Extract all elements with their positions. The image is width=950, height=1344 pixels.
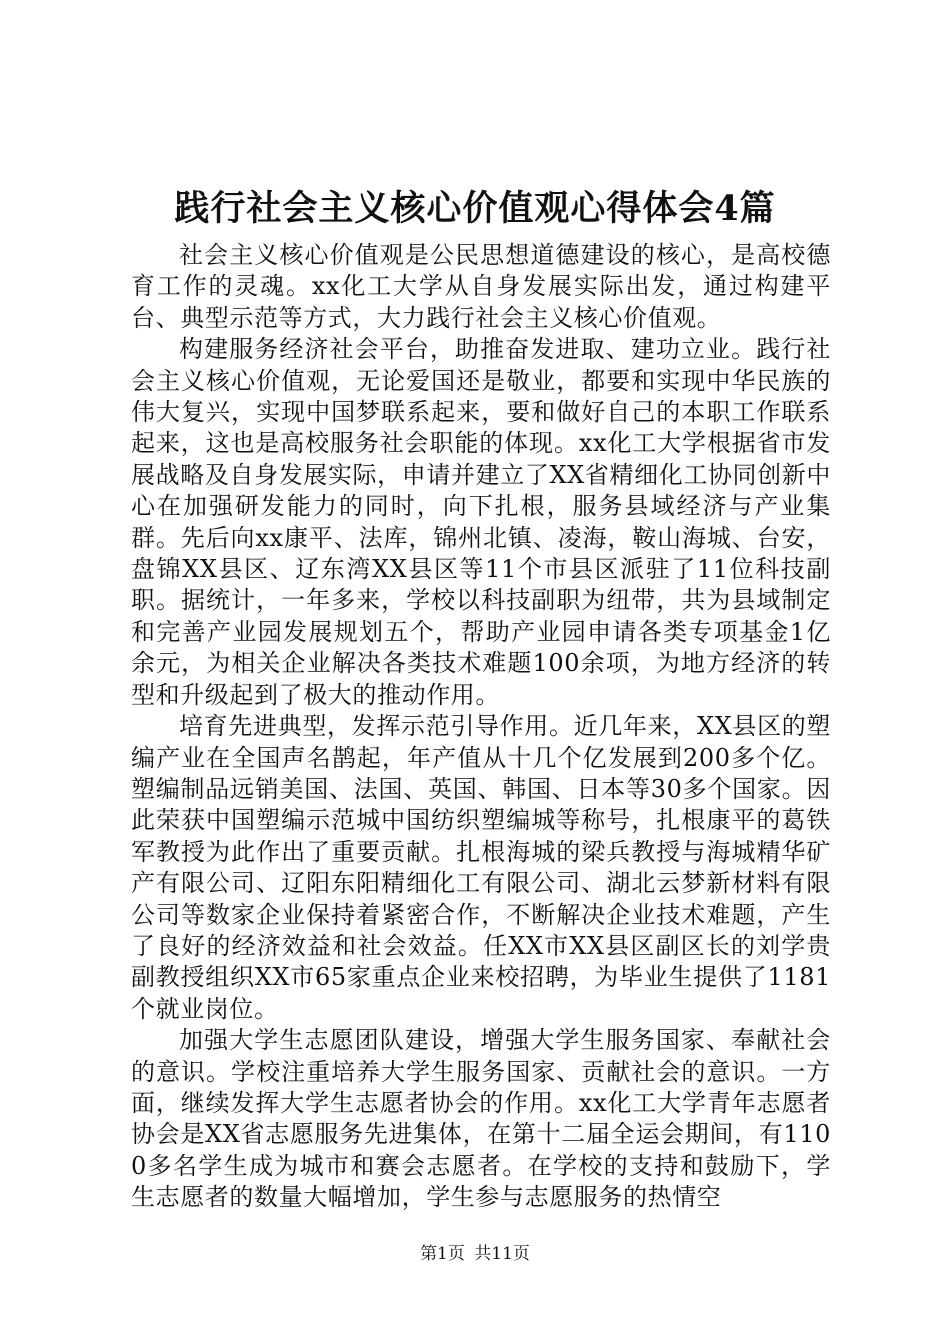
paragraph: 社会主义核心价值观是公民思想道德建设的核心，是高校德育工作的灵魂。xx化工大学从自身发展实际出发，通过构建平台、典型示范等方式，大力践行社会主义核心价值观。 [131,241,831,332]
document-body [131,240,831,1214]
page-total: 共11页 [474,1244,530,1264]
page-footer [0,1243,950,1265]
paragraph: 培育先进典型，发挥示范引导作用。近几年来，XX县区的塑编产业在全国声名鹊起，年产值从十几个亿发展到200多个亿。塑编制品远销美国、法国、英国、韩国、日本等30多个国家。因此荣获中国塑编示范城中国纺织塑编城等称号，扎根康平的葛铁军教授为此作出了重要贡献。扎根海城的梁兵教授与海城精华矿产有限公司、辽阳东阳精细化工有限公司、湖北云梦新材料有限公司等数家企业保持着紧密合作，不断解决企业技术难题，产生了良好的经济效益和社会效益。任XX市XX县区副区长的刘学贵副教授组织XX市65家重点企业来校招聘，为毕业生提供了1181个就业岗位。 [131,712,831,1023]
document-title: 践行社会主义核心价值观心得体会4篇 [174,188,776,229]
paragraph: 构建服务经济社会平台，助推奋发进取、建功立业。践行社会主义核心价值观，无论爱国还是敬业，都要和实现中华民族的伟大复兴，实现中国梦联系起来，要和做好自己的本职工作联系起来，这也是高校服务社会职能的体现。xx化工大学根据省市发展战略及自身发展实际，申请并建立了XX省精细化工协同创新中心在加强研发能力的同时，向下扎根，服务县域经济与产业集群。先后向xx康平、法库，锦州北镇、凌海，鞍山海城、台安，盘锦XX县区、辽东湾XX县区等11个市县区派驻了11位科技副职。据统计，一年多来，学校以科技副职为纽带，共为县域制定和完善产业园发展规划五个，帮助产业园申请各类专项基金1亿余元，为相关企业解决各类技术难题100余项，为地方经济的转型和升级起到了极大的推动作用。 [131,335,831,709]
page-number: 第1页 [420,1244,465,1264]
paragraph: 加强大学生志愿团队建设，增强大学生服务国家、奉献社会的意识。学校注重培养大学生服务国家、贡献社会的意识。一方面，继续发挥大学生志愿者协会的作用。xx化工大学青年志愿者协会是XX省志愿服务先进集体，在第十二届全运会期间，有1100多名学生成为城市和赛会志愿者。在学校的支持和鼓励下，学生志愿者的数量大幅增加，学生参与志愿服务的热情空 [131,1026,831,1212]
